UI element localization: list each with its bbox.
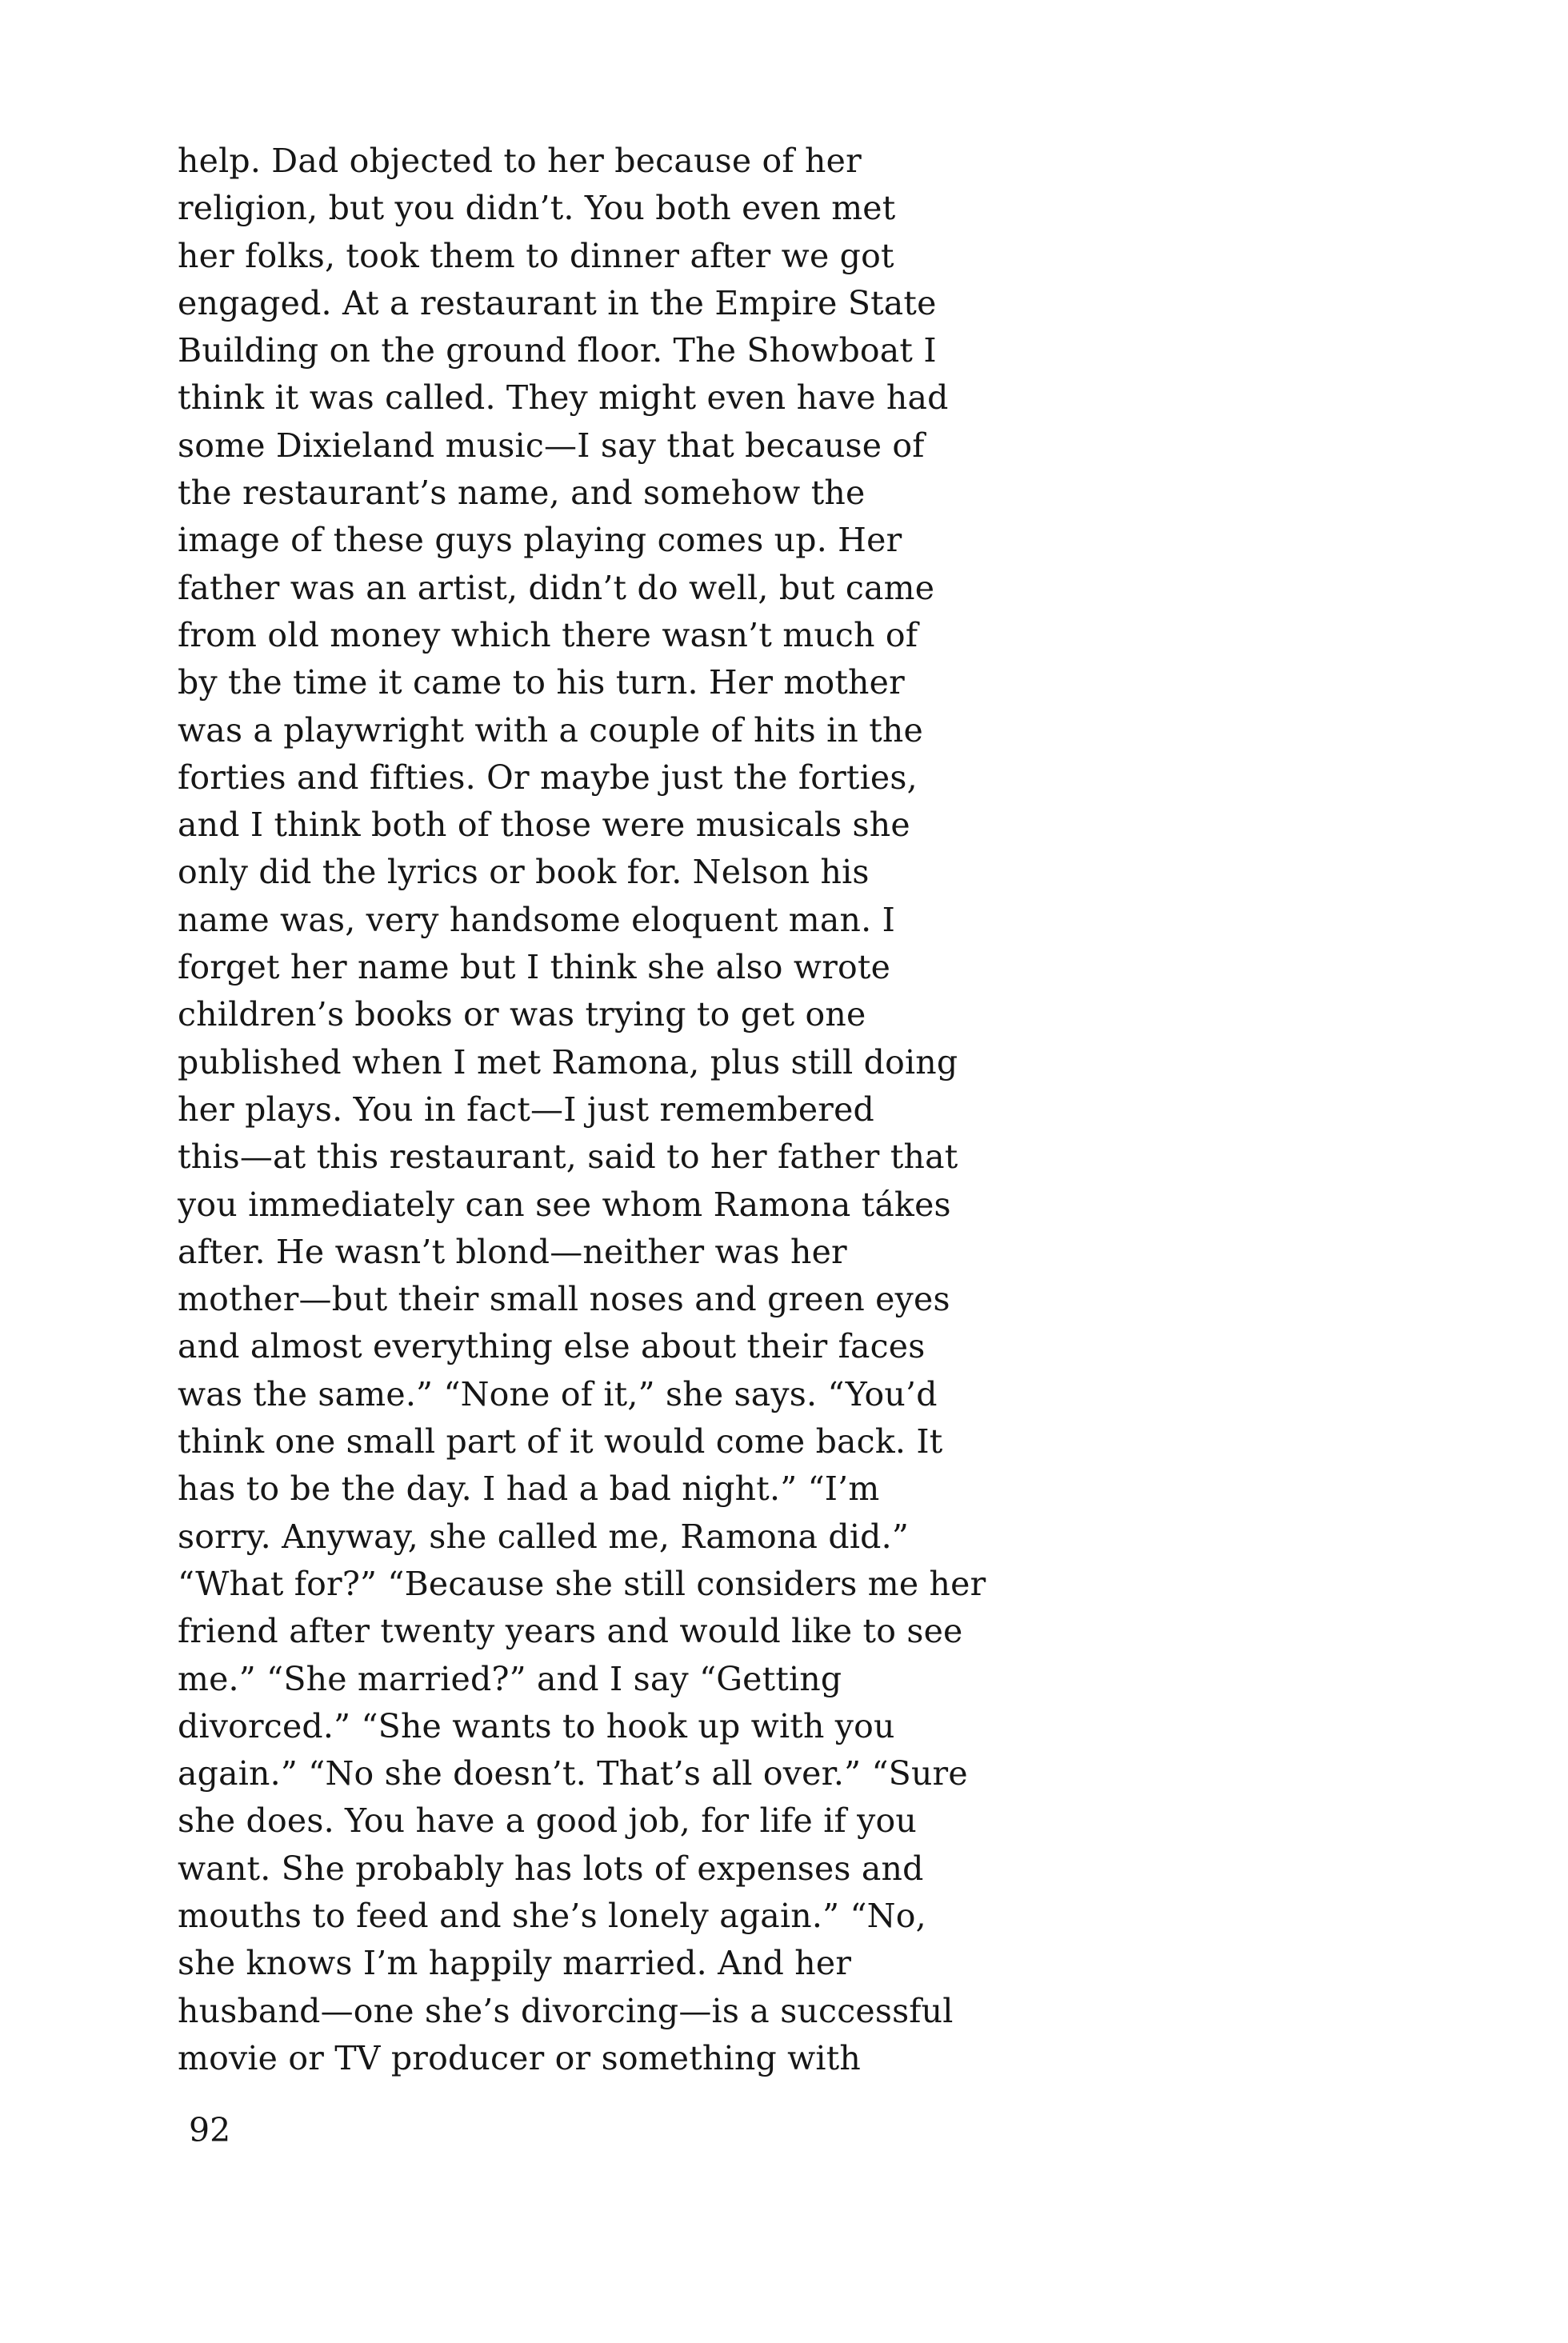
text-line: forties and fifties. Or maybe just the forties, [178, 758, 918, 797]
text-line: “What for?” “Because she still considers me her [178, 1564, 986, 1603]
text-line: sorry. Anyway, she called me, Ramona did.” [178, 1517, 910, 1556]
text-line: husband—one she’s divorcing—is a successful [178, 1991, 954, 2030]
text-line: by the time it came to his turn. Her mother [178, 663, 905, 702]
text-line: again.” “No she doesn’t. That’s all over.” “Sure [178, 1754, 968, 1793]
text-line: help. Dad objected to her because of her [178, 142, 862, 180]
text-line: think one small part of it would come back. It [178, 1422, 943, 1461]
text-line: was a playwright with a couple of hits in the [178, 710, 923, 750]
text-line: her plays. You in fact—I just remembered [178, 1090, 875, 1129]
text-line: think it was called. They might even have had [178, 378, 949, 418]
text-line: children’s books or was trying to get one [178, 995, 866, 1034]
text-line: image of these guys playing comes up. Her [178, 521, 902, 560]
text-line: the restaurant’s name, and somehow the [178, 474, 866, 513]
page-number: 92 [189, 2111, 231, 2149]
text-line: some Dixieland music—I say that because of [178, 426, 925, 465]
body-text [178, 138, 1410, 2082]
text-line: mother—but their small noses and green eyes [178, 1280, 950, 1319]
text-line: this—at this restaurant, said to her father that [178, 1138, 958, 1177]
text-line: friend after twenty years and would like to see [178, 1612, 963, 1651]
text-line: Building on the ground floor. The Showboat I [178, 331, 937, 370]
text-line: has to be the day. I had a bad night.” “I’m [178, 1469, 880, 1509]
text-line: and almost everything else about their faces [178, 1327, 926, 1366]
text-line: mouths to feed and she’s lonely again.” “No, [178, 1896, 926, 1935]
text-line: and I think both of those were musicals she [178, 806, 910, 845]
text-line: she knows I’m happily married. And her [178, 1944, 852, 1983]
text-line: from old money which there wasn’t much of [178, 615, 918, 654]
text-line: she does. You have a good job, for life if you [178, 1801, 918, 1841]
text-line: you immediately can see whom Ramona tákes [178, 1185, 951, 1224]
text-line: want. She probably has lots of expenses and [178, 1849, 924, 1888]
text-line: her folks, took them to dinner after we got [178, 236, 894, 275]
text-line: name was, very handsome eloquent man. I [178, 900, 895, 939]
text-line: me.” “She married?” and I say “Getting [178, 1659, 842, 1698]
text-line: divorced.” “She wants to hook up with you [178, 1706, 895, 1745]
text-line: father was an artist, didn’t do well, but came [178, 568, 935, 607]
text-line: after. He wasn’t blond—neither was her [178, 1232, 847, 1271]
text-line: only did the lyrics or book for. Nelson his [178, 853, 870, 892]
text-line: published when I met Ramona, plus still doing [178, 1042, 958, 1082]
text-line: was the same.” “None of it,” she says. “You’d [178, 1374, 938, 1413]
text-line: movie or TV producer or something with [178, 2038, 862, 2077]
text-line: engaged. At a restaurant in the Empire State [178, 283, 937, 322]
text-line: religion, but you didn’t. You both even met [178, 189, 896, 228]
text-line: forget her name but I think she also wrote [178, 948, 891, 987]
